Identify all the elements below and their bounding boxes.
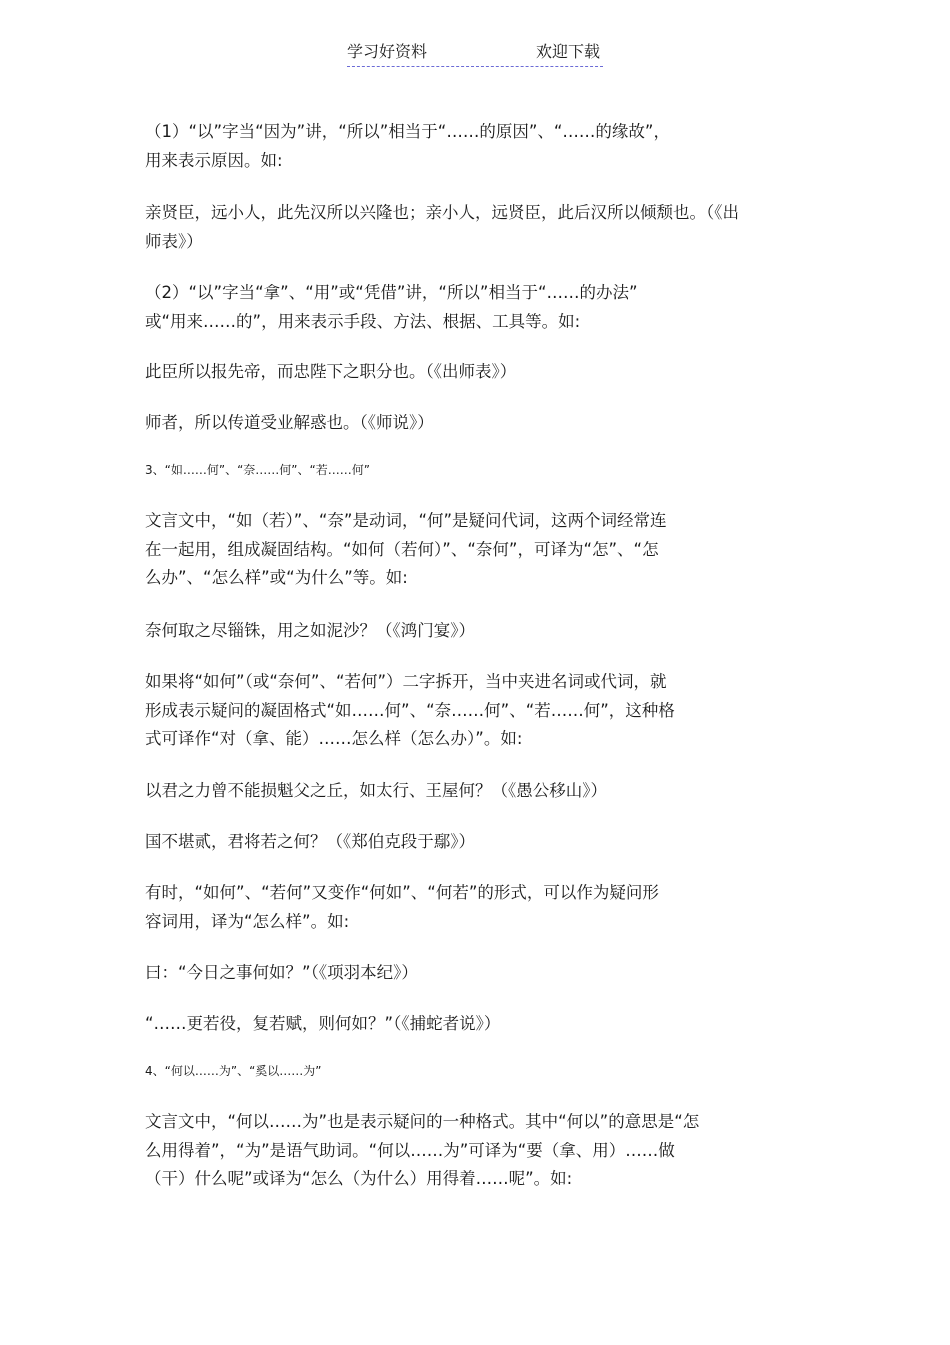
paragraph (145, 118, 810, 175)
paragraph (145, 668, 810, 754)
paragraph (145, 879, 810, 936)
heading-text: 4、“何以……为”、“奚以……为” (145, 1064, 322, 1078)
text-line: 文言文中，“何以……为”也是表示疑问的一种格式。其中“何以”的意思是“怎 (145, 1112, 700, 1131)
header-left-text: 学习好资料 (347, 42, 428, 61)
text-line: 容词用，译为“怎么样”。如: (145, 911, 350, 931)
paragraph (145, 777, 810, 806)
paragraph (145, 199, 810, 256)
text-line: 么办”、“怎么样”或“为什么”等。如: (145, 568, 408, 587)
text-line: 国不堪贰，君将若之何？（《郑伯克段于鄢》） (145, 832, 475, 851)
text-line: （干）什么呢”或译为“怎么（为什么）用得着……呢”。如: (145, 1169, 573, 1188)
paragraph (145, 959, 810, 988)
text-line: 文言文中，“如（若）”、“奈”是动词，“何”是疑问代词，这两个词经常连 (145, 511, 667, 530)
header-right-text: 欢迎下载 (535, 42, 600, 61)
text-line: 有时，“如何”、“若何”又变作“何如”、“何若”的形式，可以作为疑问形 (145, 883, 659, 902)
text-line: 师表》） (145, 231, 203, 251)
paragraph (145, 409, 810, 438)
text-line: 曰：“今日之事何如？”（《项羽本纪》） (145, 963, 418, 982)
paragraph (145, 507, 810, 593)
text-line: 式可译作“对（拿、能）……怎么样（怎么办）”。如: (145, 729, 523, 748)
text-line: 或“用来……的”，用来表示手段、方法、根据、工具等。如: (145, 311, 581, 331)
heading-text: 3、“如……何”、“奈……何”、“若……何” (145, 463, 370, 477)
paragraph (145, 358, 810, 387)
paragraph (145, 279, 810, 336)
text-line: 用来表示原因。如: (145, 150, 283, 170)
paragraph (145, 617, 810, 646)
text-line: 奈何取之尽锱铢，用之如泥沙？（《鸿门宴》） (145, 621, 475, 640)
text-line: 如果将“如何”（或“奈何”、“若何”）二字拆开，当中夹进名词或代词，就 (145, 672, 667, 691)
text-line: 以君之力曾不能损魁父之丘，如太行、王屋何？（《愚公移山》） (145, 781, 607, 800)
text-line: 么用得着”，“为”是语气助词。“何以……为”可译为“要（拿、用）……做 (145, 1140, 675, 1160)
text-line: 形成表示疑问的凝固格式“如……何”、“奈……何”、“若……何”，这种格 (145, 700, 675, 720)
text-line: “……更若役，复若赋，则何如？”（《捕蛇者说》） (145, 1014, 501, 1033)
text-line: 师者，所以传道受业解惑也。（《师说》） (145, 413, 434, 432)
page-header (347, 42, 603, 67)
text-line: 亲贤臣，远小人，此先汉所以兴隆也；亲小人，远贤臣，此后汉所以倾颓也。（《出 (145, 203, 739, 222)
text-line: 在一起用，组成凝固结构。“如何（若何）”、“奈何”，可译为“怎”、“怎 (145, 539, 659, 559)
section-heading (145, 1063, 810, 1079)
paragraph (145, 1010, 810, 1039)
text-line: （1）“以”字当“因为”讲，“所以”相当于“……的原因”、“……的缘故”， (145, 122, 670, 141)
section-heading (145, 462, 810, 478)
paragraph (145, 1108, 810, 1194)
text-line: 此臣所以报先帝，而忠陛下之职分也。（《出师表》） (145, 362, 517, 381)
paragraph (145, 828, 810, 857)
text-line: （2）“以”字当“拿”、“用”或“凭借”讲，“所以”相当于“……的办法” (145, 283, 638, 302)
